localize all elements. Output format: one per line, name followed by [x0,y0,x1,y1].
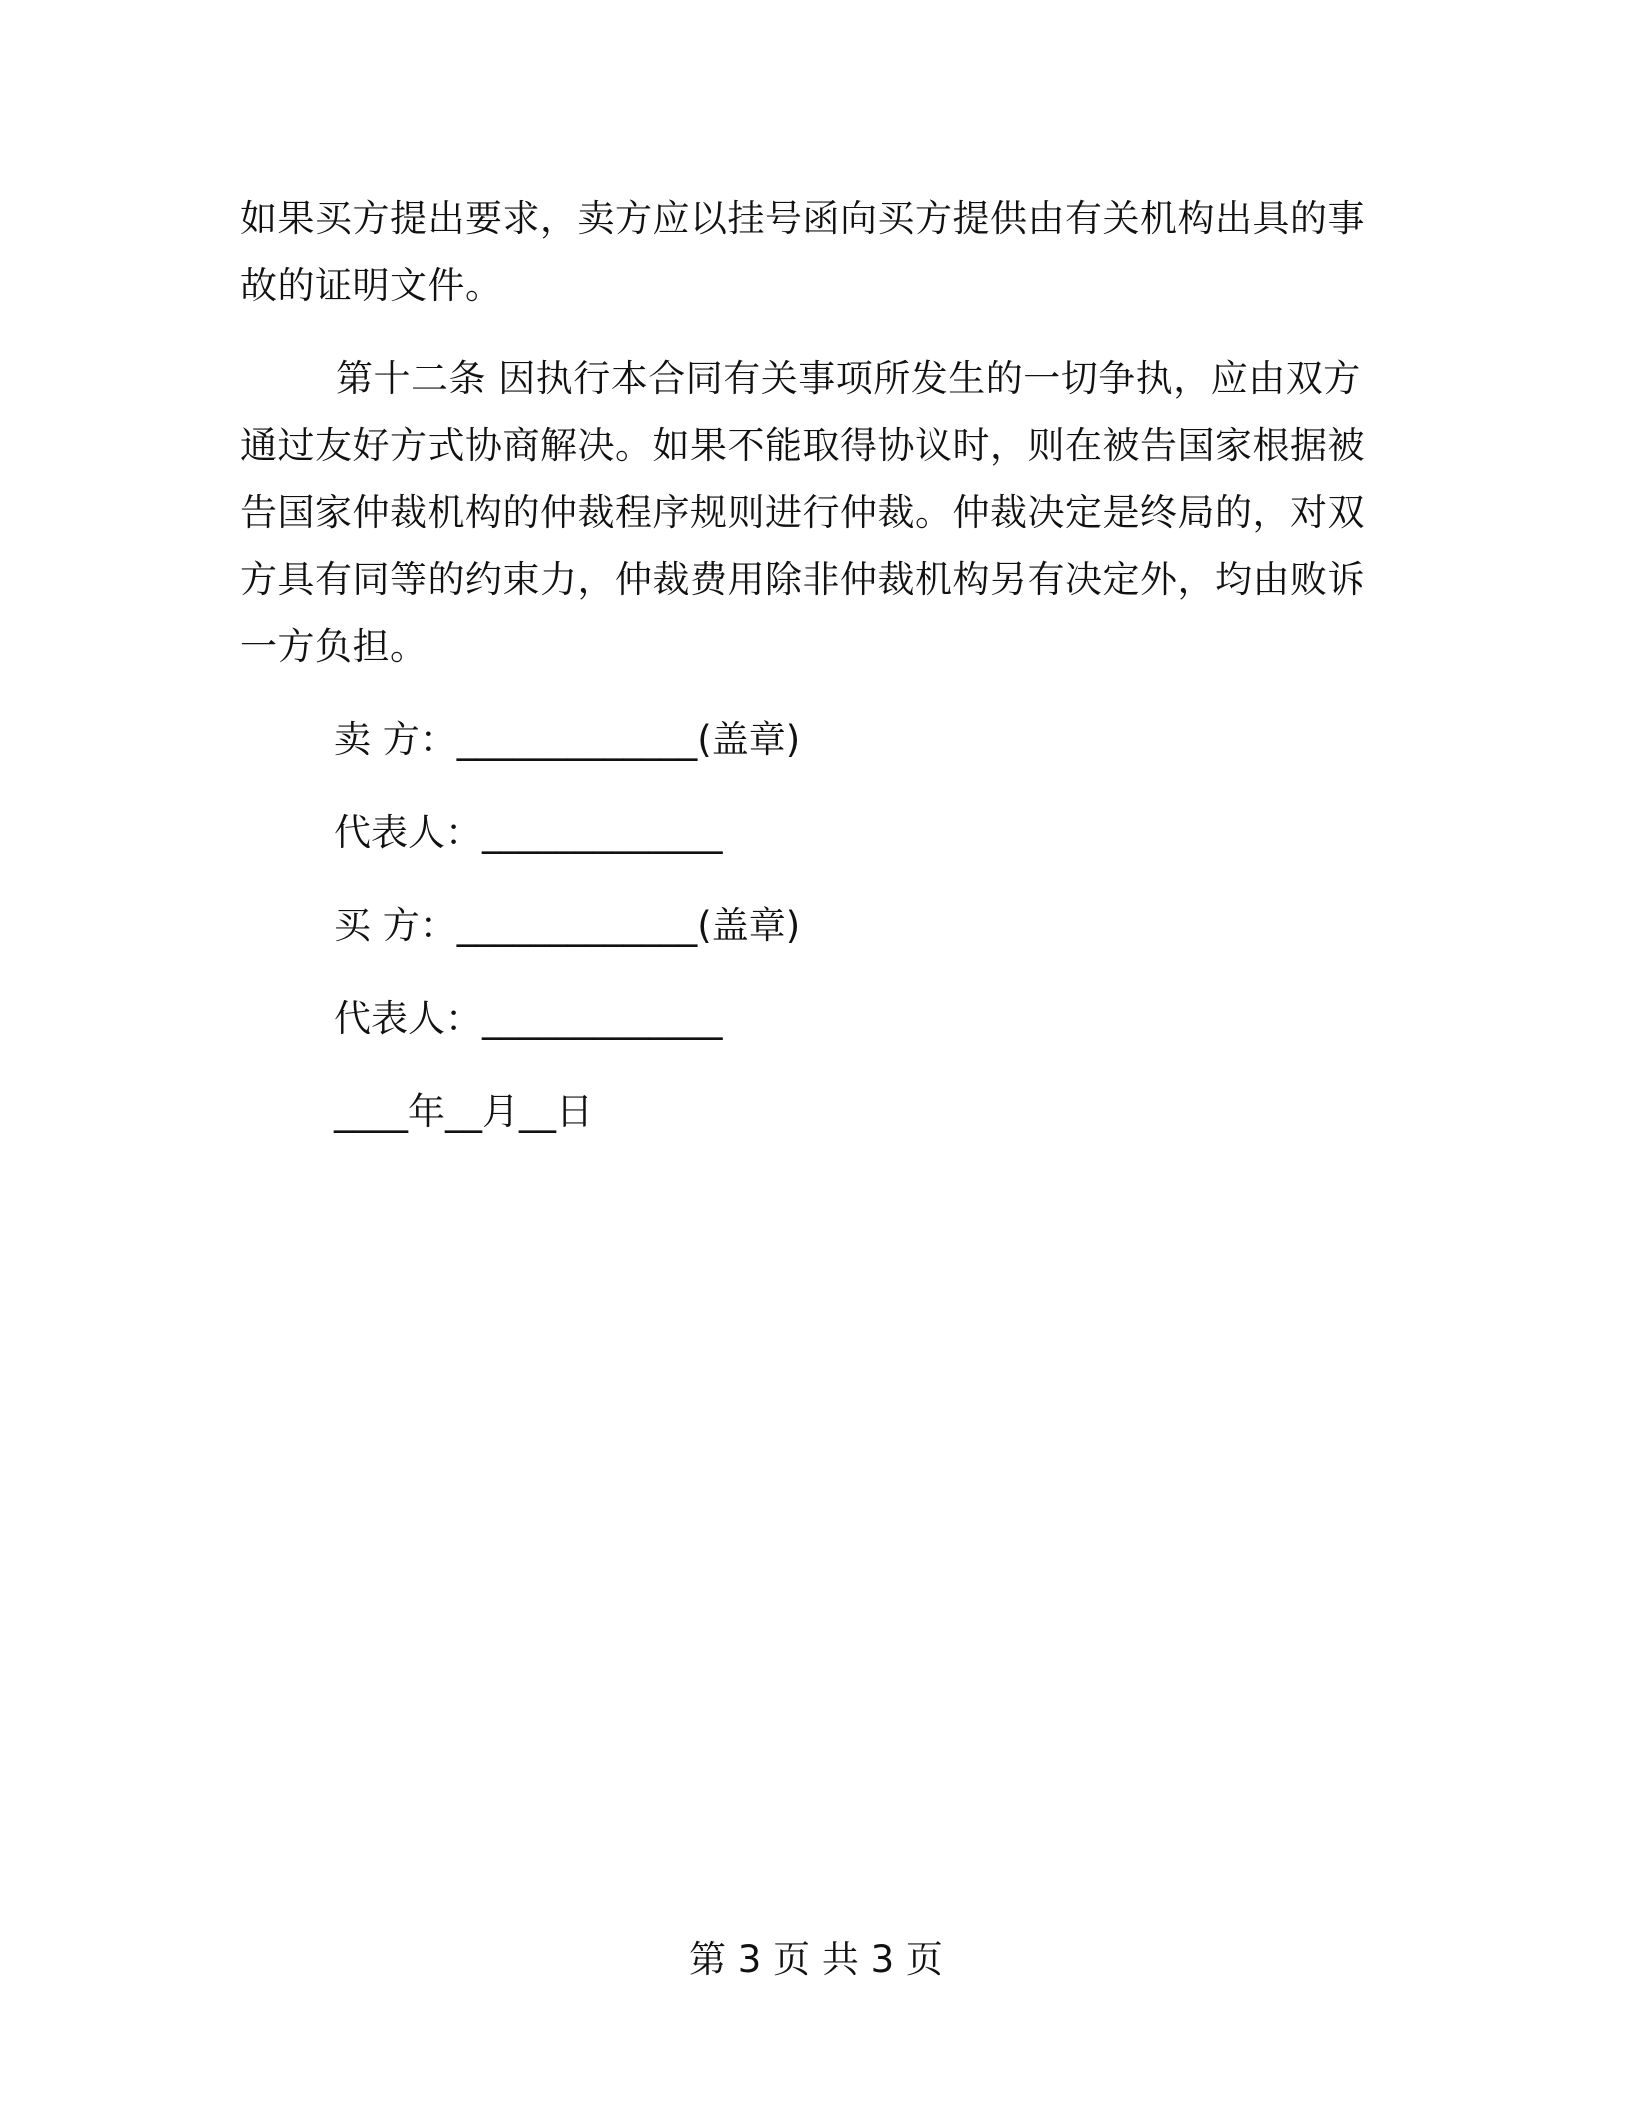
paragraph-article-12-text: 第十二条 因执行本合同有关事项所发生的一切争执，应由双方通过友好方式协商解决。如果不能取得协议时，则在被告国家根据被告国家仲裁机构的仲裁程序规则进行仲裁。仲裁决定是终局的，对双方具有同等的约束力，仲裁费用除非仲裁机构另有决定外，均由败诉一方负担。 [240,357,1365,668]
paragraph-article-12 [240,345,1380,680]
paragraph-accident-certificate: 如果买方提出要求，卖方应以挂号函向买方提供由有关机构出具的事故的证明文件。 [240,197,1365,307]
buyer-representative-line: 代表人：_____________ [334,997,723,1040]
page-number-footer: 第 3 页 共 3 页 [689,1938,943,1981]
seller-signature-line: 卖 方：_____________(盖章) [334,718,801,761]
buyer-signature-line: 买 方：_____________(盖章) [334,904,801,947]
seller-representative-line: 代表人：_____________ [334,811,723,854]
date-line: ____年__月__日 [334,1090,593,1133]
